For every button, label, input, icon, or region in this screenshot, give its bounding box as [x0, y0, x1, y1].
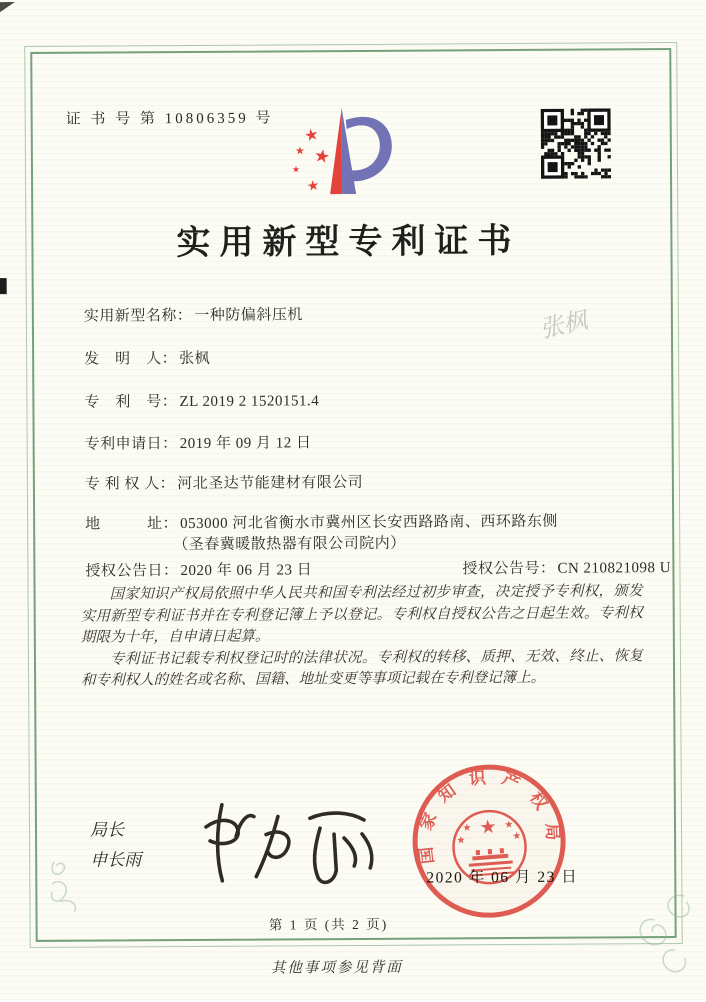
- field-label: 地 址：: [85, 516, 179, 533]
- commissioner-title: 局长: [89, 820, 125, 840]
- field-inventor: [84, 347, 210, 369]
- seal-ring-text: 国家知识产权局: [414, 767, 563, 865]
- official-seal: [409, 761, 570, 922]
- field-value: ZL 2019 2 1520151.4: [179, 393, 320, 411]
- svg-text:★: ★: [291, 164, 301, 175]
- field-address-line2: （圣春冀暖散热器有限公司院内）: [173, 535, 406, 554]
- field-value: 053000 河北省衡水市冀州区长安西路路南、西环路东侧: [180, 513, 558, 533]
- field-label: 授权公告号：: [462, 560, 556, 578]
- field-grant-row: [85, 556, 672, 580]
- field-label: 实用新型名称：: [83, 307, 193, 325]
- svg-text:★: ★: [478, 816, 498, 839]
- svg-text:★: ★: [504, 819, 514, 831]
- field-label: 发 明 人：: [84, 351, 178, 368]
- field-label: 授权公告日：: [85, 563, 179, 580]
- field-patent-number: [84, 389, 319, 411]
- field-value: CN 210821098 U: [557, 560, 672, 577]
- field-value: 河北圣达节能建材有限公司: [177, 474, 364, 493]
- qr-code: [541, 108, 611, 178]
- cnipa-logo-icon: [286, 104, 399, 201]
- legal-paragraph-2: 专利证书记载专利权登记时的法律状况。专利权的转移、质押、无效、终止、恢复和专利权人的姓名或名称、国籍、地址变更等事项记载在专利登记簿上。: [81, 647, 644, 689]
- field-value: 2020 年 06 月 23 日: [180, 562, 313, 580]
- svg-text:★: ★: [511, 830, 522, 843]
- guilloche-ornament-left: [46, 858, 92, 914]
- svg-text:★: ★: [462, 822, 472, 835]
- svg-text:★: ★: [294, 145, 305, 158]
- pencil-annotation: 张枫: [537, 307, 590, 344]
- svg-text:★: ★: [302, 125, 321, 146]
- handwritten-signature: [192, 790, 388, 891]
- scan-artifact-corner: [0, 2, 15, 14]
- field-grant-number: [462, 556, 671, 578]
- field-label: 专 利 权 人：: [84, 476, 176, 493]
- back-side-note: 其他事项参见背面: [270, 959, 403, 977]
- field-label: 专利申请日：: [84, 436, 178, 453]
- certificate-title: 实用新型专利证书: [176, 222, 521, 263]
- svg-text:★: ★: [305, 178, 321, 196]
- field-value: 2019 年 09 月 12 日: [179, 435, 312, 453]
- field-patentee: [85, 471, 363, 494]
- field-filing-date: [85, 431, 312, 453]
- field-label: 专 利 号：: [84, 394, 178, 411]
- commissioner-name: 申长雨: [90, 850, 142, 870]
- page-number: 第 1 页 (共 2 页): [268, 916, 389, 933]
- field-value: 一种防偏斜压机: [194, 307, 303, 324]
- scan-artifact-edge: [0, 278, 7, 294]
- svg-text:★: ★: [312, 144, 332, 168]
- field-value: 张枫: [179, 350, 211, 368]
- guilloche-ornament-right: [614, 890, 697, 980]
- field-address: [85, 510, 558, 534]
- svg-text:★: ★: [456, 834, 466, 847]
- field-utility-model-name: [84, 303, 303, 325]
- legal-paragraph-1: 国家知识产权局依照中华人民共和国专利法经过初步审查，决定授予专利权，颁发实用新型专利证书并在专利登记簿上予以登记。专利权自授权公告之日起生效。专利权期限为十年，自申请日起算。: [80, 583, 643, 646]
- certificate-number: 证 书 号 第 10806359 号: [65, 110, 274, 128]
- seal-date: 2020 年 06 月 23 日: [426, 868, 579, 887]
- legal-text: [81, 581, 644, 692]
